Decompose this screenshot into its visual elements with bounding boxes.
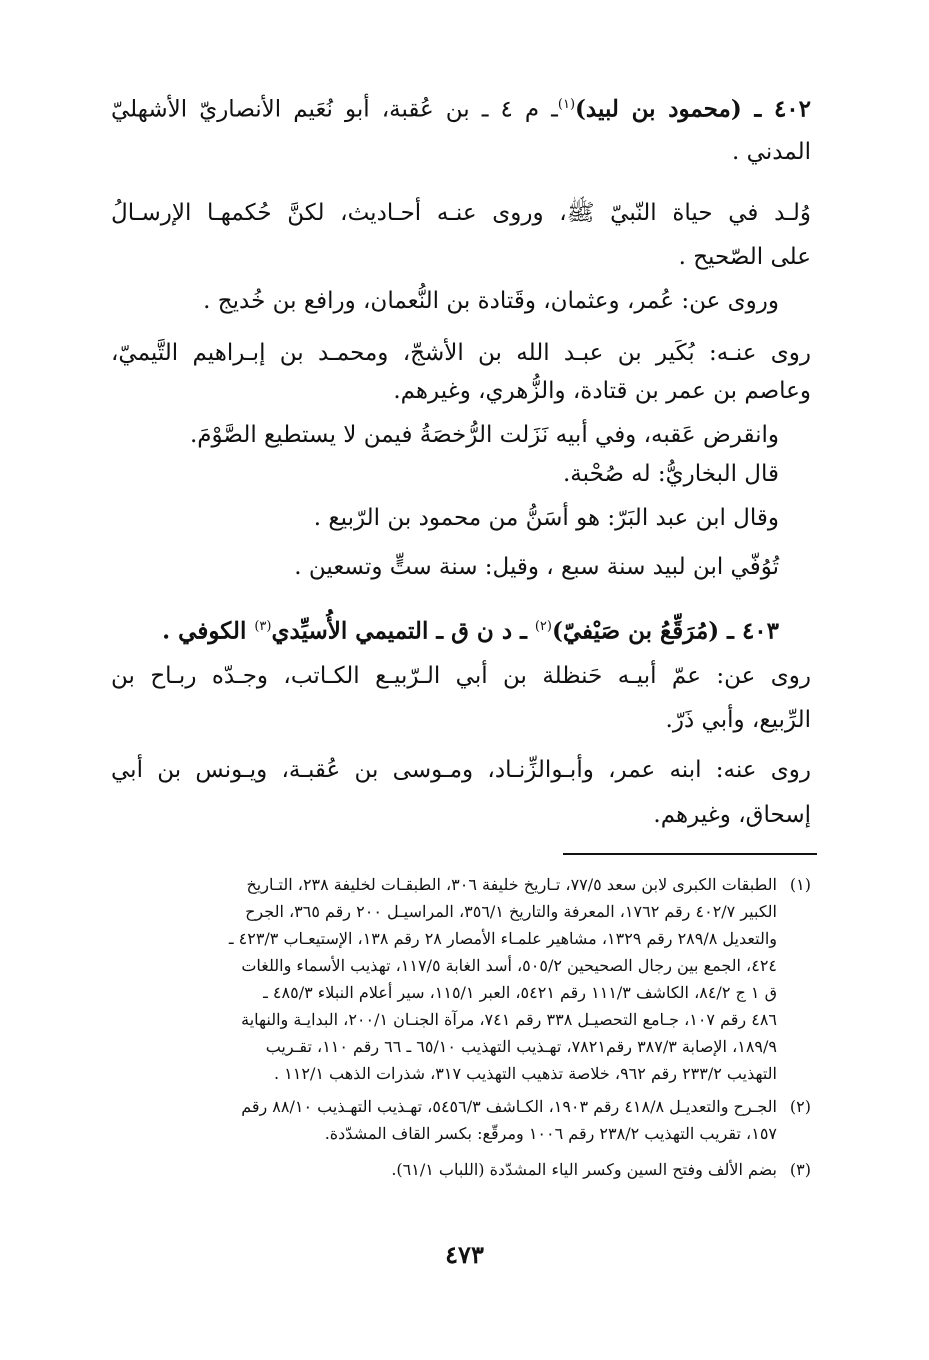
footnote-2-marker: (٢) — [789, 1097, 811, 1116]
footnote-1-text: ٤٨٦ رقم ١٠٧، جـامع التحصيـل ٣٣٨ رقم ٧٤١، مرآة الجنـان ٢٠٠/١، البدايـة والنهاية — [241, 1010, 777, 1029]
body-line: قال البخاريُّ: له صُحْبة. — [563, 461, 779, 487]
body-line: المدني . — [732, 139, 811, 165]
footnote-ref-3: (٣) — [254, 619, 272, 634]
body-line: وقال ابن عبد البَرّ: هو أسَنُّ من محمود بن الرّبيع . — [313, 505, 779, 531]
footnote-2-text: الجـرح والتعديـل ٤١٨/٨ رقم ١٩٠٣، الكـاشف ٥٤٥٦/٣، تهـذيب التهـذيب ٨٨/١٠ رقم — [241, 1097, 777, 1116]
body-line: وُلـد في حياة النّبيّ ﷺ، وروى عنـه أحـاديث، لكنَّ حُكمهـا الإرسـالُ — [111, 200, 811, 226]
body-line: وعاصم بن عمر بن قتادة، والزُّهري، وغيرهم. — [393, 378, 811, 404]
footnote-2-text: ١٥٧، تقريب التهذيب ٢٣٨/٢ رقم ١٠٠٦ ومرقّع: بكسر القاف المشدّدة. — [324, 1124, 777, 1143]
body-line: وروى عن: عُمر، وعثمان، وقَتادة بن النُّعمان، ورافع بن خُديج . — [203, 288, 779, 314]
footnote-3-marker: (٣) — [789, 1160, 811, 1179]
footnote-divider — [563, 853, 817, 855]
entry-403-title: ٤٠٣ ـ (مُرَقِّعُ بن صَيْفيّ) — [551, 617, 779, 645]
entry-402-title: ٤٠٢ ـ (محمود بن لبيد) — [575, 95, 811, 123]
footnote-1-text: ٤٢٤، الجمع بين رجال الصحيحين ٥٠٥/٢، أسد الغابة ١١٧/٥، تهذيب الأسماء واللغات — [241, 956, 777, 975]
footnote-1-text: الكبير ٤٠٢/٧ رقم ١٧٦٢، المعرفة والتاريخ ٣٥٦/١، المراسيـل ٢٠٠ رقم ٣٦٥، الجرح — [245, 902, 777, 921]
body-line: روى عنـه: بُكَير بن عبـد الله بن الأشجّ، ومحمـد بن إبـراهيم التَّيميّ، — [111, 340, 811, 366]
body-line: الرِّبيع، وأبي ذَرّ. — [665, 707, 811, 733]
entry-403-heading-mid: ـ د ن ق ـ التميمي الأُسيِّدي — [271, 617, 535, 645]
entry-403-heading-line — [111, 609, 779, 650]
footnote-1-text: الطبقات الكبرى لابن سعد ٧٧/٥، تـاريخ خليفة ٣٠٦، الطبقـات لخليفة ٢٣٨، التـاريخ — [246, 875, 777, 894]
entry-402-heading-line — [111, 87, 811, 128]
body-line: إسحاق، وغيرهم. — [653, 802, 811, 828]
body-line: وانقرض عَقبه، وفي أبيه نَزَلت الرُّخصَةُ فيمن لا يستطيع الصَّوْمَ. — [189, 422, 779, 448]
page-number: ٤٧٣ — [445, 1240, 484, 1269]
footnote-1-marker: (١) — [789, 875, 811, 894]
footnote-1-text: ١٨٩/٩، الإصابة ٣٨٧/٣ رقم٧٨٢١، تهـذيب التهذيب ٦٥/١٠ ـ ٦٦ رقم ١١٠، تقـريب — [265, 1037, 777, 1056]
footnote-1-text: التهذيب ٢٣٣/٢ رقم ٩٦٢، خلاصة تذهيب التهذيب ٣١٧، شذرات الذهب ١١٢/١ . — [274, 1064, 777, 1083]
footnote-ref-1: (١) — [557, 97, 576, 112]
footnote-ref-2: (٢) — [534, 619, 552, 634]
entry-403-heading-end: الكوفي . — [162, 617, 255, 645]
footnote-1-text: والتعديل ٢٨٩/٨ رقم ١٣٢٩، مشاهير علمـاء الأمصار ٢٨ رقم ١٣٨، الإستيعـاب ٤٢٣/٣ ـ — [228, 929, 777, 948]
body-line: روى عن: عمّ أبيـه حَنظلة بن أبي الـرّبيـع الكـاتب، وجـدّه ربـاح بن — [111, 663, 811, 689]
footnote-1-text: ق ١ ج ٨٤/٢، الكاشف ١١١/٣ رقم ٥٤٢١، العبر ١١٥/١، سير أعلام النبلاء ٤٨٥/٣ ـ — [263, 983, 777, 1002]
body-line: روى عنه: ابنه عمر، وأبـوالزِّنـاد، ومـوسى بن عُقبـة، ويـونس بن أبي — [111, 757, 811, 783]
body-line: على الصّحيح . — [678, 244, 811, 270]
body-line: تُوُفّي ابن لبيد سنة سبع ، وقيل: سنة ستٍّ وتسعين . — [294, 554, 779, 580]
entry-402-heading-rest: ـ م ٤ ـ بن عُقبة، أبو نُعَيم الأنصاريّ الأشهليّ — [111, 96, 558, 123]
footnote-3-text: بضم الألف وفتح السين وكسر الياء المشدّدة (اللباب ٦١/١). — [391, 1160, 777, 1179]
